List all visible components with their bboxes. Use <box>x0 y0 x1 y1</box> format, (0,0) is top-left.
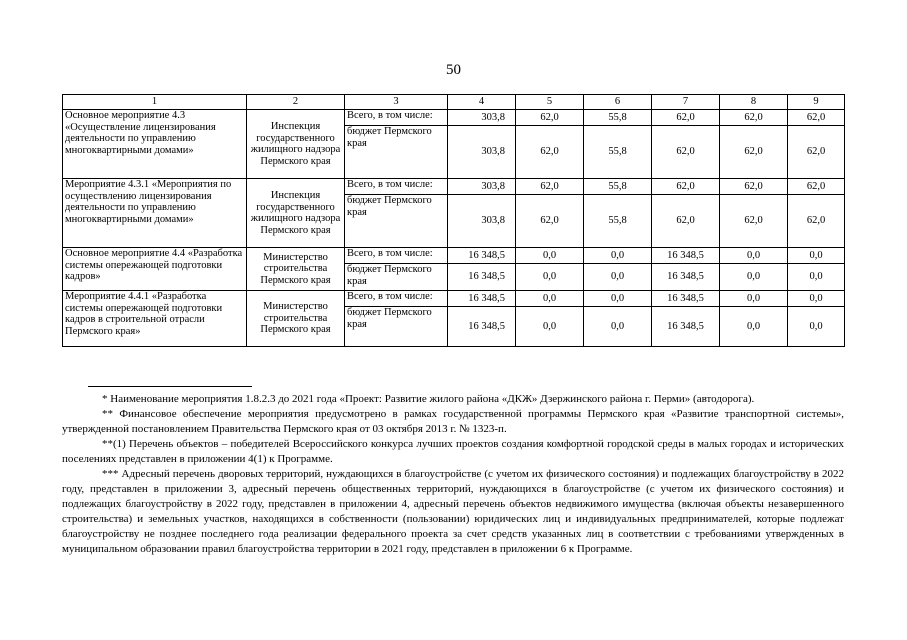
footnote: ** Финансовое обеспечение мероприятия предусмотрено в рамках государственной программы Пермского края «Развитие транспортной системы», утвержденной постановлением Правительства Пермского края от 03 октября 2013 г. № 1323-п. <box>62 408 844 435</box>
value-cell: 0,0 <box>516 248 584 264</box>
value-cell: 0,0 <box>788 307 845 347</box>
value-cell: 16 348,5 <box>652 291 720 307</box>
value-cell: 0,0 <box>584 307 652 347</box>
value-cell: 16 348,5 <box>448 307 516 347</box>
value-cell: 62,0 <box>788 179 845 195</box>
header-cell: 8 <box>720 95 788 110</box>
header-cell: 1 <box>63 95 247 110</box>
value-cell: 303,8 <box>448 110 516 126</box>
funding-source: Всего, в том числе: <box>345 110 448 126</box>
value-cell: 16 348,5 <box>652 248 720 264</box>
value-cell: 0,0 <box>516 264 584 291</box>
value-cell: 62,0 <box>516 126 584 179</box>
table-row <box>63 291 845 307</box>
activity-name: Мероприятие 4.4.1 «Разработка системы опережающей подготовки кадров в строительной отрасли Пермского края» <box>63 291 247 347</box>
page-number: 50 <box>446 62 461 78</box>
budget-table <box>62 94 845 347</box>
value-cell: 303,8 <box>448 179 516 195</box>
value-cell: 0,0 <box>720 291 788 307</box>
value-cell: 62,0 <box>788 126 845 179</box>
table-row <box>63 248 845 264</box>
funding-source: бюджет Пермского края <box>345 264 448 291</box>
footnote: *** Адресный перечень дворовых территорий, нуждающихся в благоустройстве (с учетом их физического состояния) и подлежащих благоустройству в 2022 году, представлен в приложении 3, адресный перечень общественных территорий, нуждающихся в благоустройстве (с учетом их физического состояния) и подлежащих благоустройству в 2022 году, представлен в приложении 4, адресный перечень объектов недвижимого имущества (включая объекты незавершенного строительства) и земельных участков, находящихся в собственности (пользовании) юридических лиц и индивидуальных предпринимателей, которые подлежат благоустройству не позднее последнего года реализации федерального проекта за счет средств указанных лиц в соответствии с требованиями утвержденных в муниципальном образовании правил благоустройства территории в 2021 году, представлен в приложении 6 к Программе. <box>62 468 844 555</box>
value-cell: 0,0 <box>720 248 788 264</box>
header-cell: 5 <box>516 95 584 110</box>
value-cell: 62,0 <box>652 195 720 248</box>
executor-name: Инспекция государственного жилищного надзора Пермского края <box>247 179 345 248</box>
funding-source: Всего, в том числе: <box>345 248 448 264</box>
value-cell: 0,0 <box>788 248 845 264</box>
value-cell: 55,8 <box>584 179 652 195</box>
value-cell: 62,0 <box>720 195 788 248</box>
value-cell: 55,8 <box>584 195 652 248</box>
footnote: * Наименование мероприятия 1.8.2.3 до 2021 года «Проект: Развитие жилого района «ДКЖ» Дзержинского района г. Перми» (автодорога). <box>102 393 755 405</box>
executor-name: Министерство строительства Пермского края <box>247 291 345 347</box>
header-cell: 4 <box>448 95 516 110</box>
header-cell: 3 <box>345 95 448 110</box>
funding-source: бюджет Пермского края <box>345 307 448 347</box>
value-cell: 0,0 <box>584 291 652 307</box>
value-cell: 0,0 <box>720 264 788 291</box>
header-cell: 2 <box>247 95 345 110</box>
executor-name: Министерство строительства Пермского края <box>247 248 345 291</box>
funding-source: бюджет Пермского края <box>345 126 448 179</box>
value-cell: 62,0 <box>652 110 720 126</box>
value-cell: 62,0 <box>720 179 788 195</box>
activity-name: Мероприятие 4.3.1 «Мероприятия по осуществлению лицензирования деятельности по управлению многоквартирными домами» <box>63 179 247 248</box>
value-cell: 62,0 <box>516 195 584 248</box>
value-cell: 0,0 <box>516 291 584 307</box>
value-cell: 62,0 <box>516 110 584 126</box>
value-cell: 303,8 <box>448 126 516 179</box>
value-cell: 16 348,5 <box>448 248 516 264</box>
value-cell: 0,0 <box>788 264 845 291</box>
funding-source: Всего, в том числе: <box>345 179 448 195</box>
header-cell: 9 <box>788 95 845 110</box>
header-cell: 7 <box>652 95 720 110</box>
value-cell: 16 348,5 <box>448 291 516 307</box>
value-cell: 62,0 <box>788 110 845 126</box>
value-cell: 303,8 <box>448 195 516 248</box>
value-cell: 0,0 <box>584 248 652 264</box>
funding-source: бюджет Пермского края <box>345 195 448 248</box>
header-row <box>63 95 845 110</box>
executor-name: Инспекция государственного жилищного надзора Пермского края <box>247 110 345 179</box>
value-cell: 62,0 <box>516 179 584 195</box>
value-cell: 62,0 <box>720 126 788 179</box>
value-cell: 55,8 <box>584 126 652 179</box>
value-cell: 62,0 <box>652 179 720 195</box>
value-cell: 55,8 <box>584 110 652 126</box>
value-cell: 0,0 <box>516 307 584 347</box>
header-cell: 6 <box>584 95 652 110</box>
footnote: **(1) Перечень объектов – победителей Всероссийского конкурса лучших проектов создания комфортной городской среды в малых городах и исторических поселениях представлен в приложении 4(1) к Программе. <box>62 438 844 465</box>
activity-name: Основное мероприятие 4.3 «Осуществление лицензирования деятельности по управлению многоквартирными домами» <box>63 110 247 179</box>
table-row <box>63 110 845 126</box>
value-cell: 62,0 <box>720 110 788 126</box>
value-cell: 0,0 <box>584 264 652 291</box>
value-cell: 62,0 <box>788 195 845 248</box>
footnote-separator <box>88 386 252 387</box>
activity-name: Основное мероприятие 4.4 «Разработка системы опережающей подготовки кадров» <box>63 248 247 291</box>
funding-source: Всего, в том числе: <box>345 291 448 307</box>
value-cell: 16 348,5 <box>652 307 720 347</box>
value-cell: 16 348,5 <box>448 264 516 291</box>
value-cell: 0,0 <box>788 291 845 307</box>
table-row <box>63 179 845 195</box>
footnotes <box>62 392 844 557</box>
value-cell: 16 348,5 <box>652 264 720 291</box>
value-cell: 0,0 <box>720 307 788 347</box>
value-cell: 62,0 <box>652 126 720 179</box>
